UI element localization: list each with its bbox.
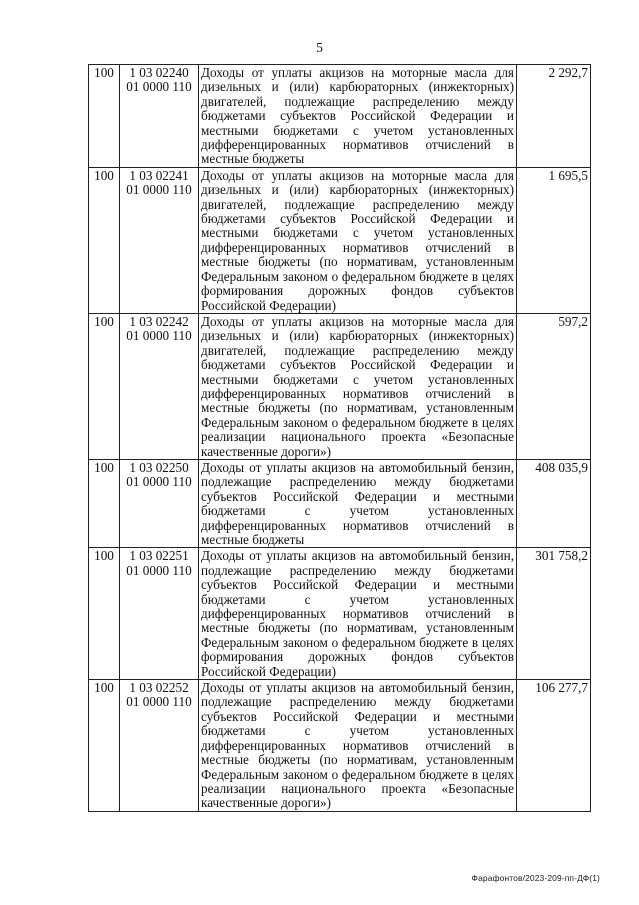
budget-code-line-1: 1 03 02242 [129, 313, 189, 329]
amount-cell: 106 277,7 [517, 680, 591, 812]
admin-code-cell: 100 [89, 313, 120, 459]
admin-code-cell: 100 [89, 65, 120, 168]
budget-code-line-1: 1 03 02241 [129, 167, 189, 183]
revenue-name-cell: Доходы от уплаты акцизов на автомобильный бензин, подлежащие распределению между бюджетами субъектов Российской Федерации и местными бюджетами с учетом установленных дифференцированных нормативов отчислений в местные бюджеты [199, 459, 517, 547]
budget-code-line-1: 1 03 02251 [129, 548, 189, 564]
budget-code-cell [120, 459, 199, 547]
table-row [89, 65, 591, 168]
revenue-name-cell: Доходы от уплаты акцизов на автомобильный бензин, подлежащие распределению между бюджетами субъектов Российской Федерации и местными бюджетами с учетом установленных дифференцированных нормативов отчислений в местные бюджеты (по нормативам, установленным Федеральным законом о федеральном бюджете в целях формирования дорожных фондов субъектов Российской Федерации) [199, 548, 517, 680]
revenue-name-cell: Доходы от уплаты акцизов на моторные масла для дизельных и (или) карбюраторных (инжекторных) двигателей, подлежащие распределению между бюджетами субъектов Российской Федерации и местными бюджетами с учетом установленных дифференцированных нормативов отчислений в местные бюджеты [199, 65, 517, 168]
revenue-name-cell: Доходы от уплаты акцизов на автомобильный бензин, подлежащие распределению между бюджетами субъектов Российской Федерации и местными бюджетами с учетом установленных дифференцированных нормативов отчислений в местные бюджеты (по нормативам, установленным Федеральным законом о федеральном бюджете в целях реализации национального проекта «Безопасные качественные дороги») [199, 680, 517, 812]
amount-cell: 597,2 [517, 313, 591, 459]
budget-code-cell [120, 167, 199, 313]
document-footer-reference: Фарафонтов/2023-209-пп-ДФ(1) [471, 873, 600, 883]
table-row [89, 313, 591, 459]
revenue-name-cell: Доходы от уплаты акцизов на моторные масла для дизельных и (или) карбюраторных (инжекторных) двигателей, подлежащие распределению между бюджетами субъектов Российской Федерации и местными бюджетами с учетом установленных дифференцированных нормативов отчислений в местные бюджеты (по нормативам, установленным Федеральным законом о федеральном бюджете в целях формирования дорожных фондов субъектов Российской Федерации) [199, 167, 517, 313]
budget-code-cell [120, 548, 199, 680]
page-number: 5 [316, 40, 323, 55]
budget-code-line-2: 01 0000 110 [126, 474, 192, 490]
budget-code-cell [120, 680, 199, 812]
admin-code-cell: 100 [89, 548, 120, 680]
admin-code-cell: 100 [89, 459, 120, 547]
budget-code-line-1: 1 03 02240 [129, 65, 189, 80]
revenue-table [88, 64, 591, 812]
table-row [89, 167, 591, 313]
amount-cell: 301 758,2 [517, 548, 591, 680]
budget-code-cell [120, 313, 199, 459]
budget-code-line-1: 1 03 02250 [129, 459, 189, 475]
budget-code-line-2: 01 0000 110 [126, 328, 192, 344]
revenue-name-cell: Доходы от уплаты акцизов на моторные масла для дизельных и (или) карбюраторных (инжекторных) двигателей, подлежащие распределению между бюджетами субъектов Российской Федерации и местными бюджетами с учетом установленных дифференцированных нормативов отчислений в местные бюджеты (по нормативам, установленным Федеральным законом о федеральном бюджете в целях реализации национального проекта «Безопасные качественные дороги») [199, 313, 517, 459]
budget-code-line-2: 01 0000 110 [126, 182, 192, 198]
table-row [89, 548, 591, 680]
budget-code-cell [120, 65, 199, 168]
amount-cell: 1 695,5 [517, 167, 591, 313]
budget-code-line-2: 01 0000 110 [126, 79, 192, 95]
admin-code-cell: 100 [89, 680, 120, 812]
admin-code-cell: 100 [89, 167, 120, 313]
table-row [89, 680, 591, 812]
amount-cell: 408 035,9 [517, 459, 591, 547]
budget-code-line-2: 01 0000 110 [126, 562, 192, 578]
budget-code-line-2: 01 0000 110 [126, 694, 192, 710]
budget-code-line-1: 1 03 02252 [129, 680, 189, 696]
table-row [89, 459, 591, 547]
amount-cell: 2 292,7 [517, 65, 591, 168]
